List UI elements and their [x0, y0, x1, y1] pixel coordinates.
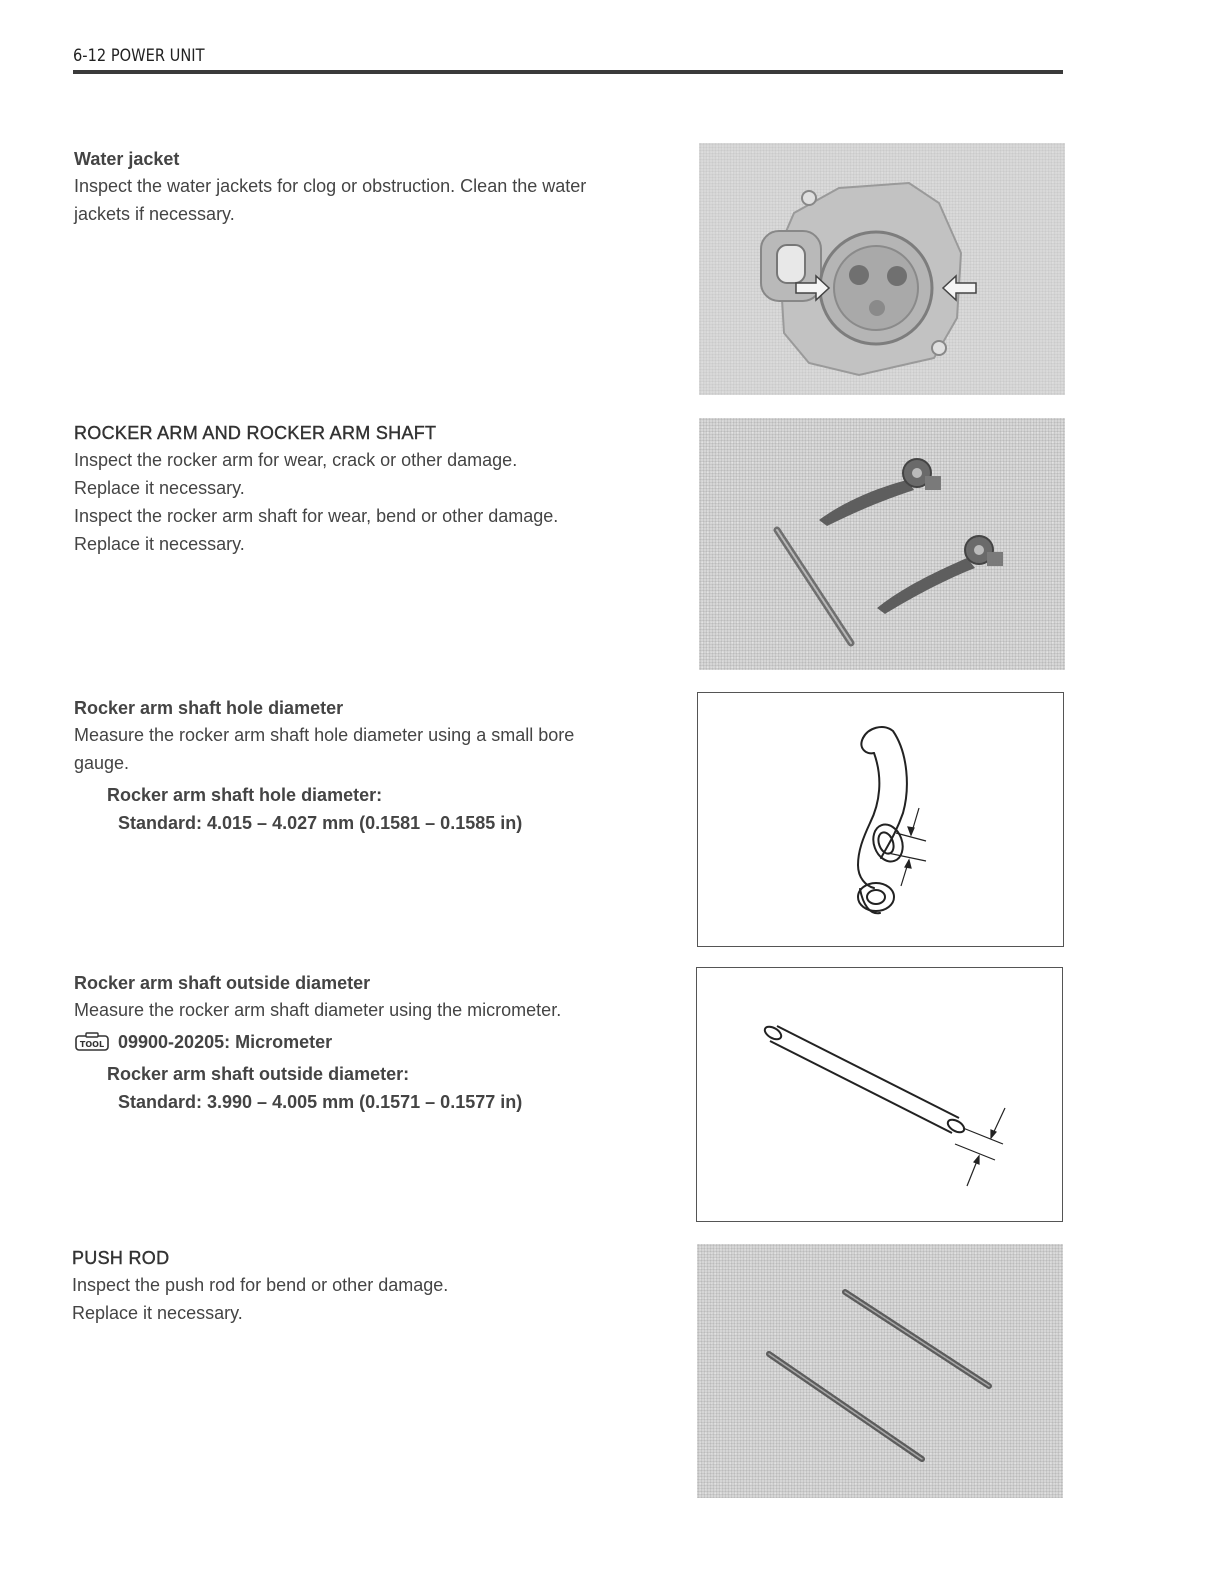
spec-value: Standard: 4.015 – 4.027 mm (0.1581 – 0.1585 in)	[118, 813, 523, 833]
push-rod-photo	[697, 1244, 1063, 1498]
body-line: Replace it necessary.	[74, 534, 245, 554]
body-line: gauge.	[74, 753, 130, 773]
tool-icon	[74, 1032, 110, 1052]
special-tool-line	[74, 1028, 674, 1056]
section-outside-diameter	[74, 970, 674, 1116]
spec-label: Rocker arm shaft outside diameter:	[107, 1064, 410, 1084]
section-water-jacket	[74, 146, 674, 228]
body-line: Replace it necessary.	[74, 478, 245, 498]
section-title: Rocker arm shaft outside diameter	[74, 973, 371, 993]
tool-icon-label: TOOL	[79, 1040, 105, 1049]
tool-part-number: 09900-20205: Micrometer	[118, 1032, 333, 1052]
body-line: Inspect the rocker arm for wear, crack or other damage.	[74, 450, 518, 470]
section-push-rod	[72, 1245, 672, 1327]
body-line: Measure the rocker arm shaft diameter using the micrometer.	[74, 1000, 562, 1020]
body-line: Inspect the push rod for bend or other damage.	[72, 1275, 449, 1295]
body-line: Inspect the water jackets for clog or obstruction. Clean the water	[74, 176, 587, 196]
body-line: Replace it necessary.	[72, 1303, 243, 1323]
section-title: Water jacket	[74, 149, 180, 169]
page-header: 6-12 POWER UNIT	[73, 46, 205, 66]
section-hole-diameter	[74, 695, 674, 837]
water-jacket-photo	[699, 143, 1065, 395]
rocker-arm-hole-drawing	[697, 692, 1064, 947]
rocker-arm-photo	[699, 418, 1065, 670]
section-rocker-arm	[74, 420, 674, 558]
body-line: Inspect the rocker arm shaft for wear, bend or other damage.	[74, 506, 559, 526]
body-line: jackets if necessary.	[74, 204, 235, 224]
spec-value: Standard: 3.990 – 4.005 mm (0.1571 – 0.1577 in)	[118, 1092, 523, 1112]
header-rule	[73, 70, 1063, 74]
section-title: PUSH ROD	[72, 1248, 170, 1268]
section-title: ROCKER ARM AND ROCKER ARM SHAFT	[74, 423, 437, 443]
rocker-shaft-drawing	[696, 967, 1063, 1222]
section-title: Rocker arm shaft hole diameter	[74, 698, 344, 718]
spec-label: Rocker arm shaft hole diameter:	[107, 785, 383, 805]
body-line: Measure the rocker arm shaft hole diameter using a small bore	[74, 725, 575, 745]
